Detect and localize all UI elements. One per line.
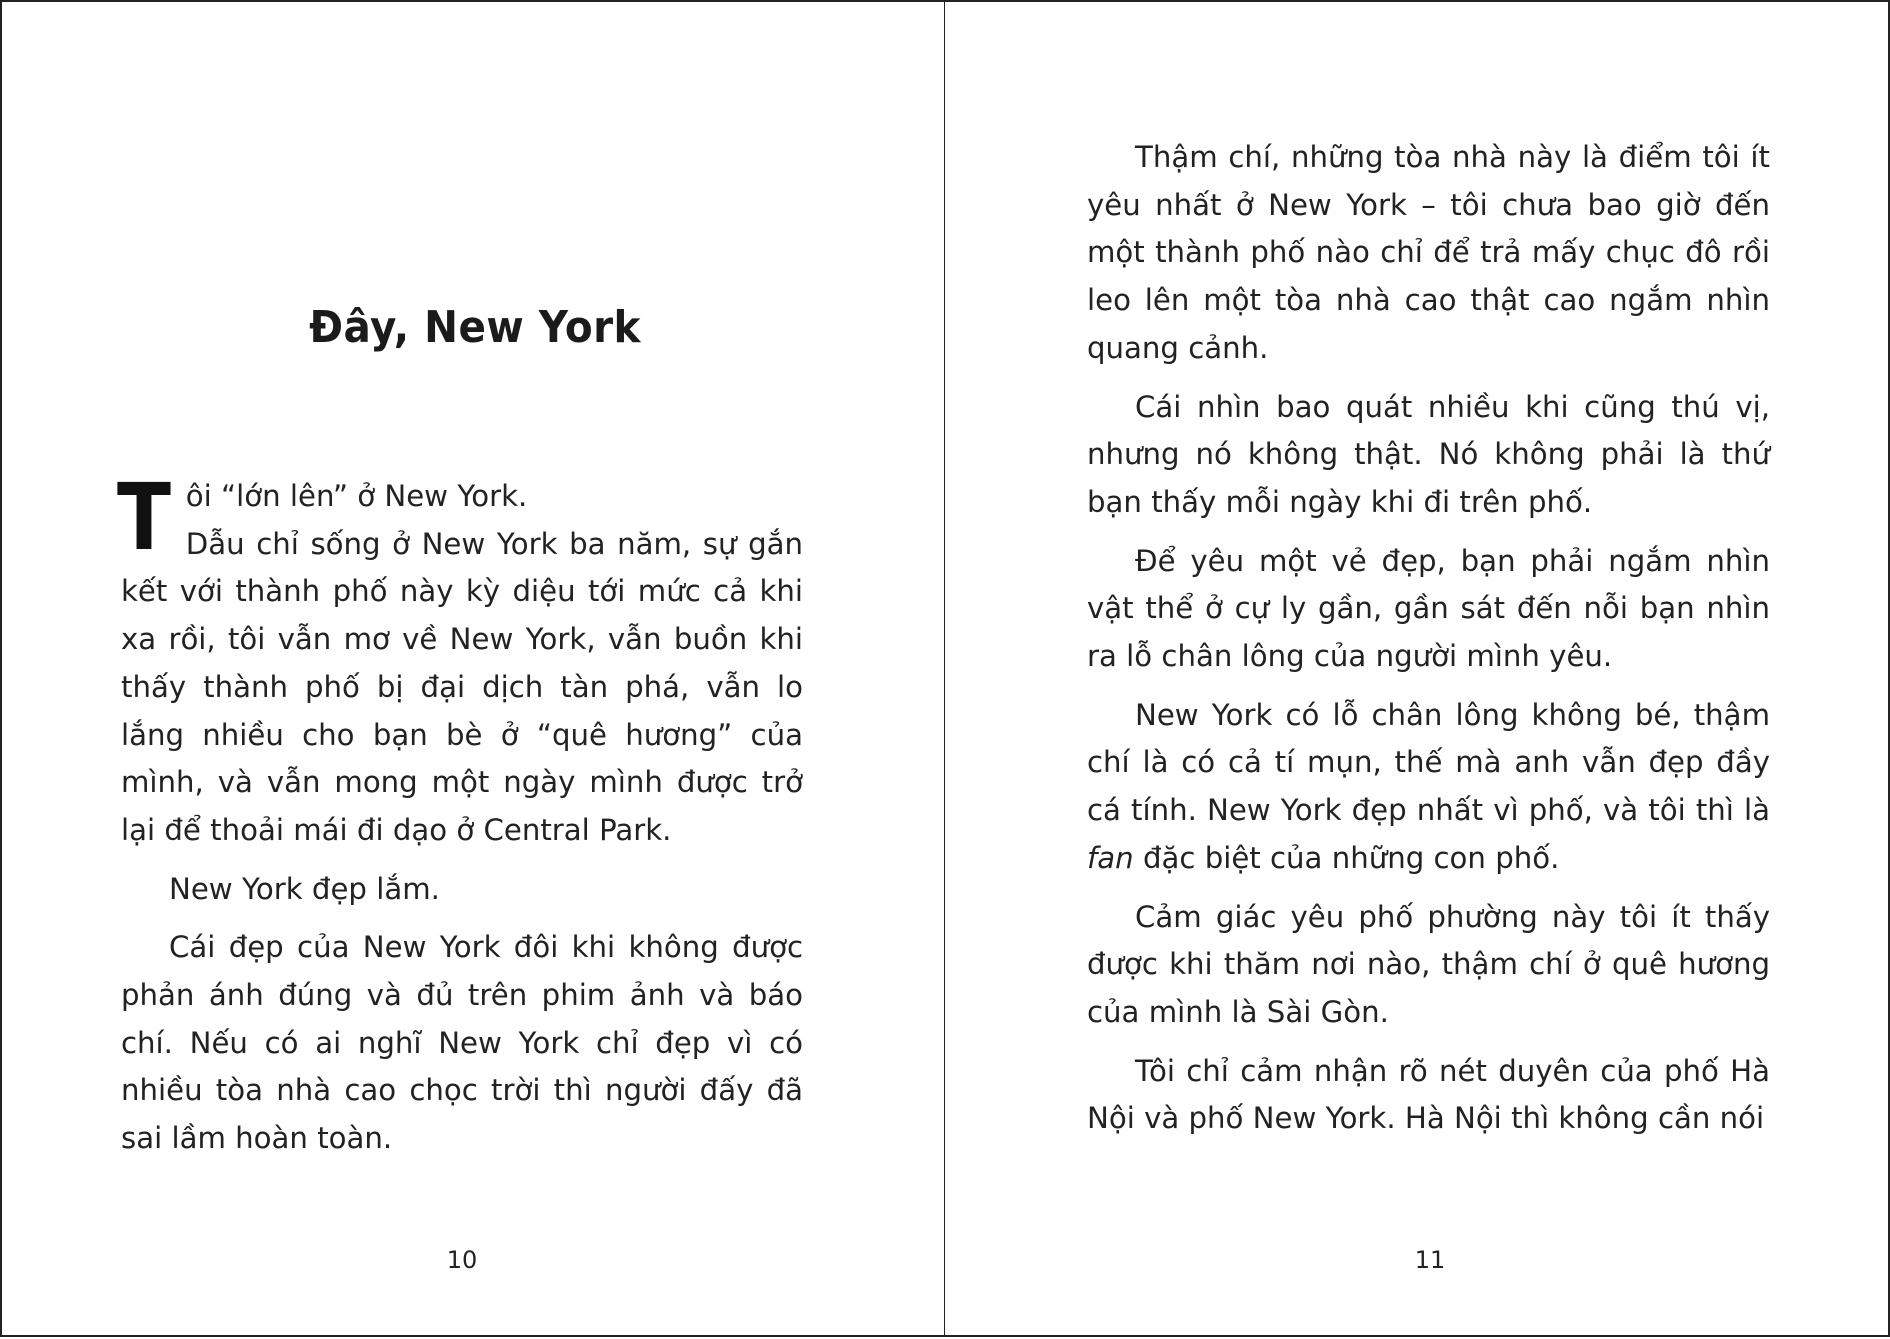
opening-line: ôi “lớn lên” ở New York.: [185, 479, 528, 513]
paragraph-text: New York có lỗ chân lông không bé, thậm chí là có cả tí mụn, thế mà anh vẫn đẹp đầy cá tính. New York đẹp nhất vì phố, và tôi thì là: [1087, 697, 1770, 828]
left-page-text: [117, 464, 803, 1174]
paragraph: Cảm giác yêu phố phường này tôi ít thấy được khi thăm nơi nào, thậm chí ở quê hương của mình là Sài Gòn.: [1087, 899, 1770, 1029]
paragraph: Tôi chỉ cảm nhận rõ nét duyên của phố Hà Nội và phố New York. Hà Nội thì không cần nói: [1087, 1053, 1770, 1136]
left-page: [0, 0, 946, 1337]
paragraph: Dẫu chỉ sống ở New York ba năm, sự gắn kết với thành phố này kỳ diệu tới mức cả khi xa rồi, tôi vẫn mơ về New York, vẫn buồn khi thấy thành phố bị đại dịch tàn phá, vẫn lo lắng nhiều cho bạn bè ở “quê hương” của mình, và vẫn mong một ngày mình được trở lại để thoải mái đi dạo ở Central Park.: [121, 526, 803, 847]
paragraph: Thậm chí, những tòa nhà này là điểm tôi ít yêu nhất ở New York – tôi chưa bao giờ đến một thành phố nào chỉ để trả mấy chục đô rồi leo lên một tòa nhà cao thật cao ngắm nhìn quang cảnh.: [1087, 140, 1770, 365]
chapter-title: Đây, New York: [309, 302, 641, 353]
paragraph: Cái nhìn bao quát nhiều khi cũng thú vị, nhưng nó không thật. Nó không phải là thứ bạn thấy mỗi ngày khi đi trên phố.: [1087, 389, 1770, 519]
drop-cap: T: [117, 464, 171, 571]
paragraph-text: đặc biệt của những con phố.: [1133, 840, 1560, 875]
opening-paragraph: [117, 464, 803, 855]
page-number: 11: [1414, 1246, 1446, 1274]
paragraph: Để yêu một vẻ đẹp, bạn phải ngắm nhìn vật thể ở cự ly gần, gần sát đến nỗi bạn nhìn ra lỗ chân lông của người mình yêu.: [1087, 543, 1770, 674]
emphasized-word: fan: [1087, 840, 1134, 875]
paragraph: [1087, 692, 1770, 883]
page-number: 10: [446, 1246, 478, 1274]
paragraph: New York đẹp lắm.: [169, 871, 440, 906]
paragraph: Cái đẹp của New York đôi khi không được phản ánh đúng và đủ trên phim ảnh và báo chí. Nếu có ai nghĩ New York chỉ đẹp vì có nhiều tòa nhà cao chọc trời thì người đấy đã sai lầm hoàn toàn.: [121, 930, 803, 1156]
right-page-text: [1087, 134, 1770, 1154]
